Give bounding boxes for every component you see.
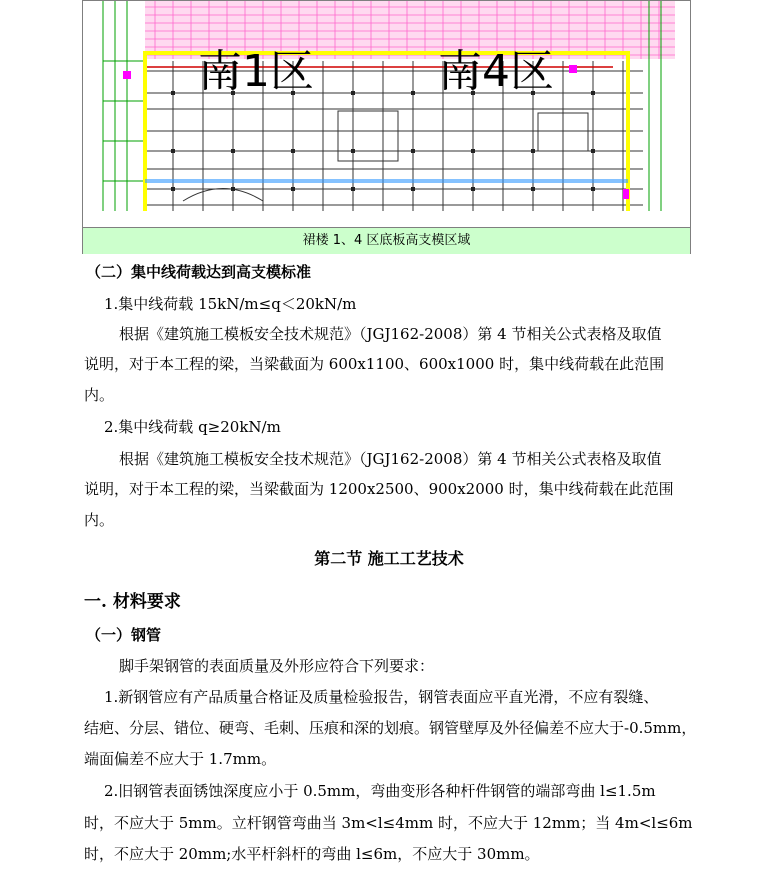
beam-strip [145, 179, 628, 183]
cad-drawing [83, 1, 690, 227]
item1-para-line3: 内。 [84, 386, 115, 404]
item1-para-line2: 说明，对于本工程的梁，当梁截面为 600x1100、600x1000 时，集中线荷载在此范围 [84, 355, 665, 373]
section-title: 第二节 施工工艺技术 [314, 549, 464, 568]
item2-para-line2: 说明，对于本工程的梁，当梁截面为 1200x2500、900x2000 时，集中线荷载在此范围 [84, 480, 674, 498]
cad-drawing-svg [83, 1, 690, 227]
req2-line2: 时，不应大于 5mm。立杆钢管弯曲当 3m<l≤4mm 时，不应大于 12mm；当 4m<l≤6m [84, 814, 693, 832]
sub-heading-steel-pipe: （一）钢管 [86, 626, 162, 644]
item1-title: 1.集中线荷载 15kN/m≤q＜20kN/m [104, 295, 357, 313]
item2-title: 2.集中线荷载 q≥20kN/m [104, 418, 281, 436]
sub-heading-load-standard: （二）集中线荷载达到高支模标准 [86, 263, 312, 281]
item2-para-line1: 根据《建筑施工模板安全技术规范》（JGJ162-2008）第 4 节相关公式表格及取值 [119, 450, 662, 468]
item2-para-line3: 内。 [84, 511, 115, 529]
req1-line2: 结疤、分层、错位、硬弯、毛刺、压痕和深的划痕。钢管壁厚及外径偏差不应大于-0.5mm， [84, 719, 697, 737]
zone-label-1: 南1区 [198, 46, 314, 97]
zone-label-2: 南4区 [438, 46, 554, 97]
req1-line1: 1.新钢管应有产品质量合格证及质量检验报告，钢管表面应平直光滑，不应有裂缝、 [104, 688, 659, 706]
part-title: 一. 材料要求 [84, 592, 181, 612]
intro-line: 脚手架钢管的表面质量及外形应符合下列要求： [119, 657, 435, 675]
figure-box [82, 0, 691, 254]
req1-line3: 端面偏差不应大于 1.7mm。 [84, 750, 277, 768]
req2-line1: 2.旧钢管表面锈蚀深度应小于 0.5mm，弯曲变形各种杆件钢管的端部弯曲 l≤1.5m [104, 782, 656, 800]
figure-caption: 裙楼 1、4 区底板高支模区域 [83, 227, 690, 254]
req2-line3: 时，不应大于 20mm;水平杆斜杆的弯曲 l≤6m，不应大于 30mm。 [84, 845, 540, 863]
item1-para-line1: 根据《建筑施工模板安全技术规范》（JGJ162-2008）第 4 节相关公式表格及取值 [119, 325, 662, 343]
